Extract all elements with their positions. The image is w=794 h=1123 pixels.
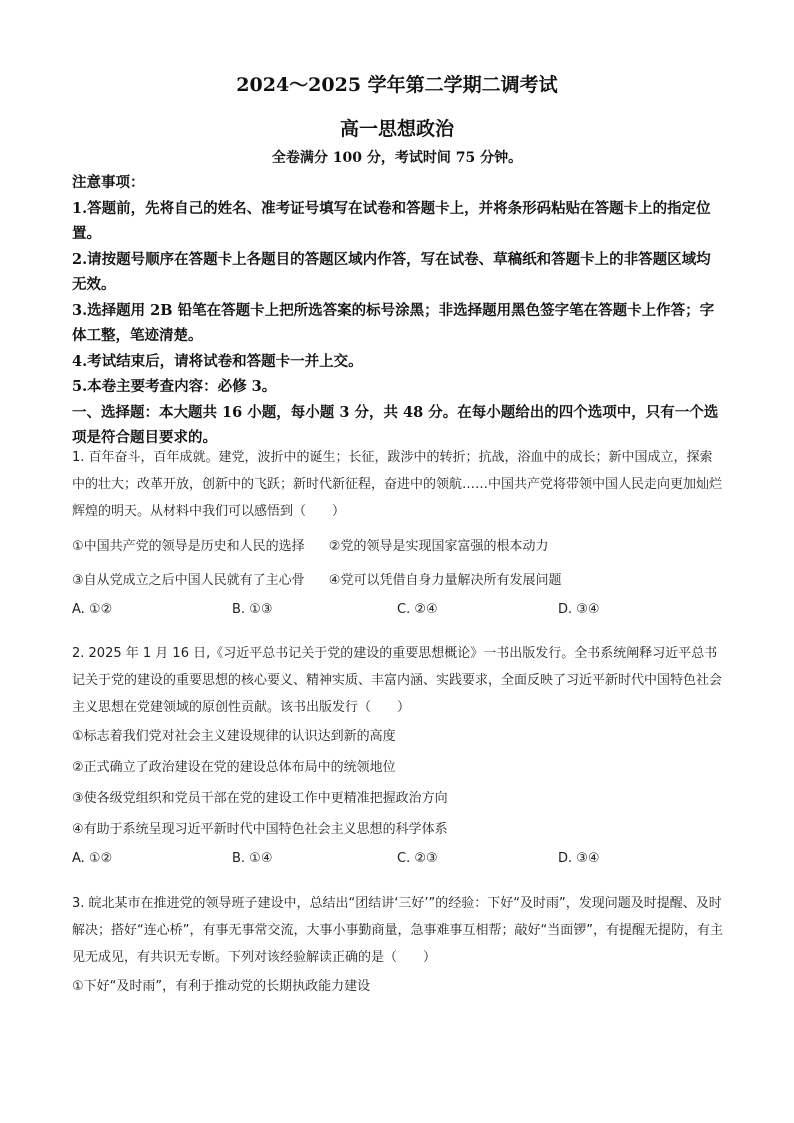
choice-b: B. ①③ — [232, 602, 273, 617]
notice-item: 5.本卷主要考查内容：必修 3。 — [72, 378, 277, 395]
question-stem: 2. 2025 年 1 月 16 日,《习近平总书记关于党的建设的重要思想概论》一书出版发行。全书系统阐释习近平总书记关于党的建设的重要思想的核心要义、精神实质、丰富内涵、实践要求，全面反映了习近平新时代中国特色社会主义思想在党建领域的原创性贡献。该书出版发行（ ） — [72, 646, 723, 715]
question-stem: 3. 皖北某市在推进党的领导班子建设中，总结出“团结讲‘三好’”的经验：下好“及时雨”，发现问题及时提醒、及时解决；搭好“连心桥”，有事无事常交流，大事小事勤商量，急事难事互相帮；敲好“当面锣”，有提醒无提防，有主见无成见，有共识无专断。下列对该经验解读正确的是（ ） — [72, 896, 723, 965]
choice-c: C. ②④ — [397, 602, 438, 617]
option: ④党可以凭借自身力量解决所有发展问题 — [328, 573, 562, 588]
section-instruction: 一、选择题：本大题共 16 小题，每小题 3 分，共 48 分。在每小题给出的四个选项中，只有一个选项是符合题目要求的。 — [72, 403, 719, 446]
choice-d: D. ③④ — [558, 851, 600, 866]
notice-item: 4.考试结束后，请将试卷和答题卡一并上交。 — [72, 352, 363, 370]
notice-item: 2.请按题号顺序在答题卡上各题目的答题区域内作答，写在试卷、草稿纸和答题卡上的非答题区域均无效。 — [72, 250, 711, 293]
option: ②党的领导是实现国家富强的根本动力 — [328, 539, 549, 554]
option: ①中国共产党的领导是历史和人民的选择 — [72, 539, 305, 554]
option: ①标志着我们党对社会主义建设规律的认识达到新的高度 — [72, 729, 396, 744]
option: ④有助于系统呈现习近平新时代中国特色社会主义思想的科学体系 — [72, 822, 448, 837]
question-3 — [72, 890, 724, 1002]
question-2 — [72, 640, 724, 875]
option-row — [72, 531, 724, 562]
option: ②正式确立了政治建设在党的建设总体布局中的统领地位 — [72, 760, 396, 775]
choice-d: D. ③④ — [558, 602, 600, 617]
notice-heading: 注意事项： — [72, 174, 145, 191]
answer-choices — [72, 845, 724, 875]
notice-item: 3.选择题用 2B 铅笔在答题卡上把所选答案的标号涂黑；非选择题用黑色签字笔在答题卡上作答；字体工整，笔迹清楚。 — [72, 301, 715, 344]
choice-a: A. ①② — [72, 851, 113, 866]
notice-section — [72, 170, 724, 451]
option: ①下好“及时雨”，有利于推动党的长期执政能力建设 — [72, 979, 371, 994]
choice-c: C. ②③ — [397, 851, 438, 866]
option-row — [72, 565, 724, 596]
question-stem: 1. 百年奋斗，百年成就。建党，波折中的诞生；长征，跋涉中的转折；抗战，浴血中的成长；新中国成立，探索中的壮大；改革开放，创新中的飞跃；新时代新征程，奋进中的领航……中国共产党将带领中国人民走向更加灿烂辉煌的明天。从材料中我们可以感悟到（ ） — [72, 450, 723, 519]
answer-choices — [72, 596, 724, 626]
question-1 — [72, 444, 724, 626]
notice-item: 1.答题前，先将自己的姓名、准考证号填写在试卷和答题卡上，并将条形码粘贴在答题卡上的指定位置。 — [72, 199, 711, 242]
choice-b: B. ①④ — [232, 851, 273, 866]
option: ③使各级党组织和党员干部在党的建设工作中更精准把握政治方向 — [72, 791, 448, 806]
exam-title: 2024～2025 学年第二学期二调考试 — [236, 74, 558, 96]
option: ③自从党成立之后中国人民就有了主心骨 — [72, 573, 305, 588]
exam-subtitle: 全卷满分 100 分，考试时间 75 分钟。 — [271, 150, 523, 166]
choice-a: A. ①② — [72, 602, 113, 617]
subject-title: 高一思想政治 — [339, 118, 454, 140]
